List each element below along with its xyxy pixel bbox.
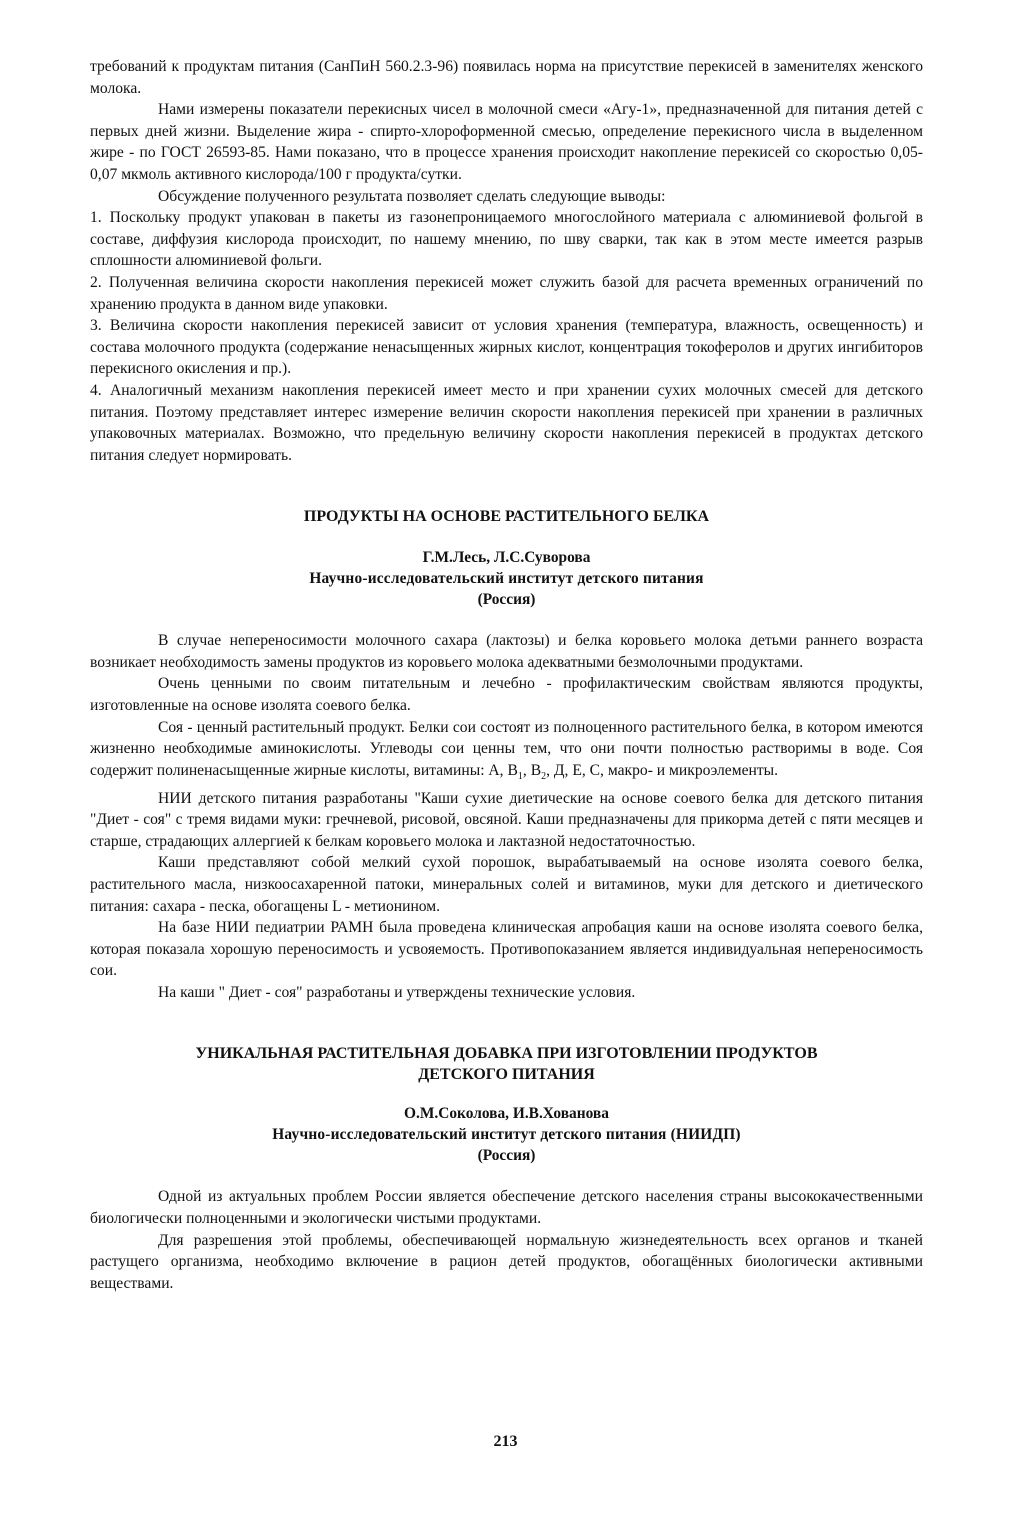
paragraph-russia-problem: Одной из актуальных проблем России является обеспечение детского населения страны высококачественными биологически полноценными и экологически чистыми продуктами. [90, 1188, 923, 1228]
conclusion-item-4: 4. Аналогичный механизм накопления перекисей имеет место и при хранении сухих молочных смесей для детского питания. Поэтому представляет интерес измерение величин скорости накопления перекисей при хранении в различных упаковочных материалах. Возможно, что предельную величину скорости накопления перекисей в продуктах детского питания следует нормировать. [90, 381, 923, 464]
article-authors: Г.М.Лесь, Л.С.Суворова [422, 549, 591, 567]
paragraph-soy-isolate: Очень ценными по своим питательным и лечебно - профилактическим свойствам являются продукты, изготовленные на основе изолята соевого белка. [90, 675, 923, 715]
conclusion-item-3: 3. Величина скорости накопления перекисей зависит от условия хранения (температура, влажность, освещенность) и состава молочного продукта (содержание ненасыщенных жирных кислот, концентрация токоферолов и других ингибиторов перекисного окисления и пр.). [90, 317, 923, 378]
paragraph-discussion: Обсуждение полученного результата позволяет сделать следующие выводы: [158, 187, 666, 205]
page-number: 213 [493, 1433, 518, 1450]
article-authors: О.М.Соколова, И.В.Хованова [404, 1105, 609, 1123]
article-title-unique-additive [90, 1043, 923, 1085]
paragraph-continued: требований к продуктам питания (СанПиН 560.2.3-96) появилась норма на присутствие перекисей в заменителях женского молока. [90, 58, 923, 97]
conclusion-item-2: 2. Полученная величина скорости накопления перекисей может служить базой для расчета временных ограничений по хранению продукта в данном виде упаковки. [90, 273, 923, 313]
paragraph-intolerance: В случае непереносимости молочного сахара (лактозы) и белка коровьего молока детьми раннего возраста возникает необходимость замены продуктов из коровьего молока адекватными безмолочными продуктами. [90, 632, 923, 671]
paragraph-measurements: Нами измерены показатели перекисных чисел в молочной смеси «Агу-1», предназначенной для питания детей с первых дней жизни. Выделение жира - спирто-хлороформенной смесью, определение перекисного числа в выделенном жире - по ГОСТ 26593-85. Нами показано, что в процессе хранения происходит накопление перекисей со скоростью 0,05-0,07 мкмоль активного кислорода/100 г продукта/сутки. [90, 101, 923, 183]
paragraph-specifications: На каши " Диет - соя" разработаны и утверждены технические условия. [158, 983, 636, 1001]
paragraph-porridge-development: НИИ детского питания разработаны "Каши сухие диетические на основе соевого белка для детского питания "Диет - соя" с тремя видами муки: гречневой, рисовой, овсяной. Каши предназначены для прикорма детей с пяти месяцев и старше, страдающих аллергией к белкам коровьего молока и лактазной недостаточностью. [90, 789, 923, 850]
article-institution: Научно-исследовательский институт детского питания (НИИДП) [272, 1126, 741, 1144]
article-country: (Россия) [477, 591, 536, 609]
article-country: (Россия) [477, 1147, 536, 1165]
article-title-plant-protein: ПРОДУКТЫ НА ОСНОВЕ РАСТИТЕЛЬНОГО БЕЛКА [303, 508, 710, 526]
title-line-2: ДЕТСКОГО ПИТАНИЯ [418, 1066, 595, 1084]
paragraph-soy-value: Соя - ценный растительный продукт. Белки сои состоят из полноценного растительного белка, в котором имеются жизненно необходимые аминокислоты. Углеводы сои ценны тем, что они почти полностью растворимы в воде. Соя содержит полиненасыщенные жирные кислоты, витамины: А, $В_1$, $В_2$, Д, Е, С, макро- и микроэлементы. [90, 718, 923, 782]
paragraph-solution: Для разрешения этой проблемы, обеспечивающей нормальную жизнедеятельность всех органов и тканей растущего организма, необходимо включение в рацион детей продуктов, обогащённых биологически активными веществами. [90, 1231, 923, 1292]
paragraph-porridge-composition: Каши представляют собой мелкий сухой порошок, вырабатываемый на основе изолята соевого белка, растительного масла, низкоосахаренной патоки, минеральных солей и витаминов, муки для детского и диетического питания: сахара - песка, обогащены L - метионином. [90, 854, 923, 915]
conclusion-item-1: 1. Поскольку продукт упакован в пакеты из газонепроницаемого многослойного материала с алюминиевой фольгой в составе, диффузия кислорода происходит, по нашему мнению, по шву сварки, так как в этом месте имеется разрыв сплошности алюминиевой фольги. [90, 209, 923, 270]
paragraph-clinical-trial: На базе НИИ педиатрии РАМН была проведена клиническая апробация каши на основе изолята соевого белка, которая показала хорошую переносимость и усвояемость. Противопоказанием является индивидуальная непереносимость сои. [90, 919, 923, 980]
article-institution: Научно-исследовательский институт детского питания [309, 570, 704, 588]
title-line-1: УНИКАЛЬНАЯ РАСТИТЕЛЬНАЯ ДОБАВКА ПРИ ИЗГОТОВЛЕНИИ ПРОДУКТОВ [195, 1045, 818, 1063]
